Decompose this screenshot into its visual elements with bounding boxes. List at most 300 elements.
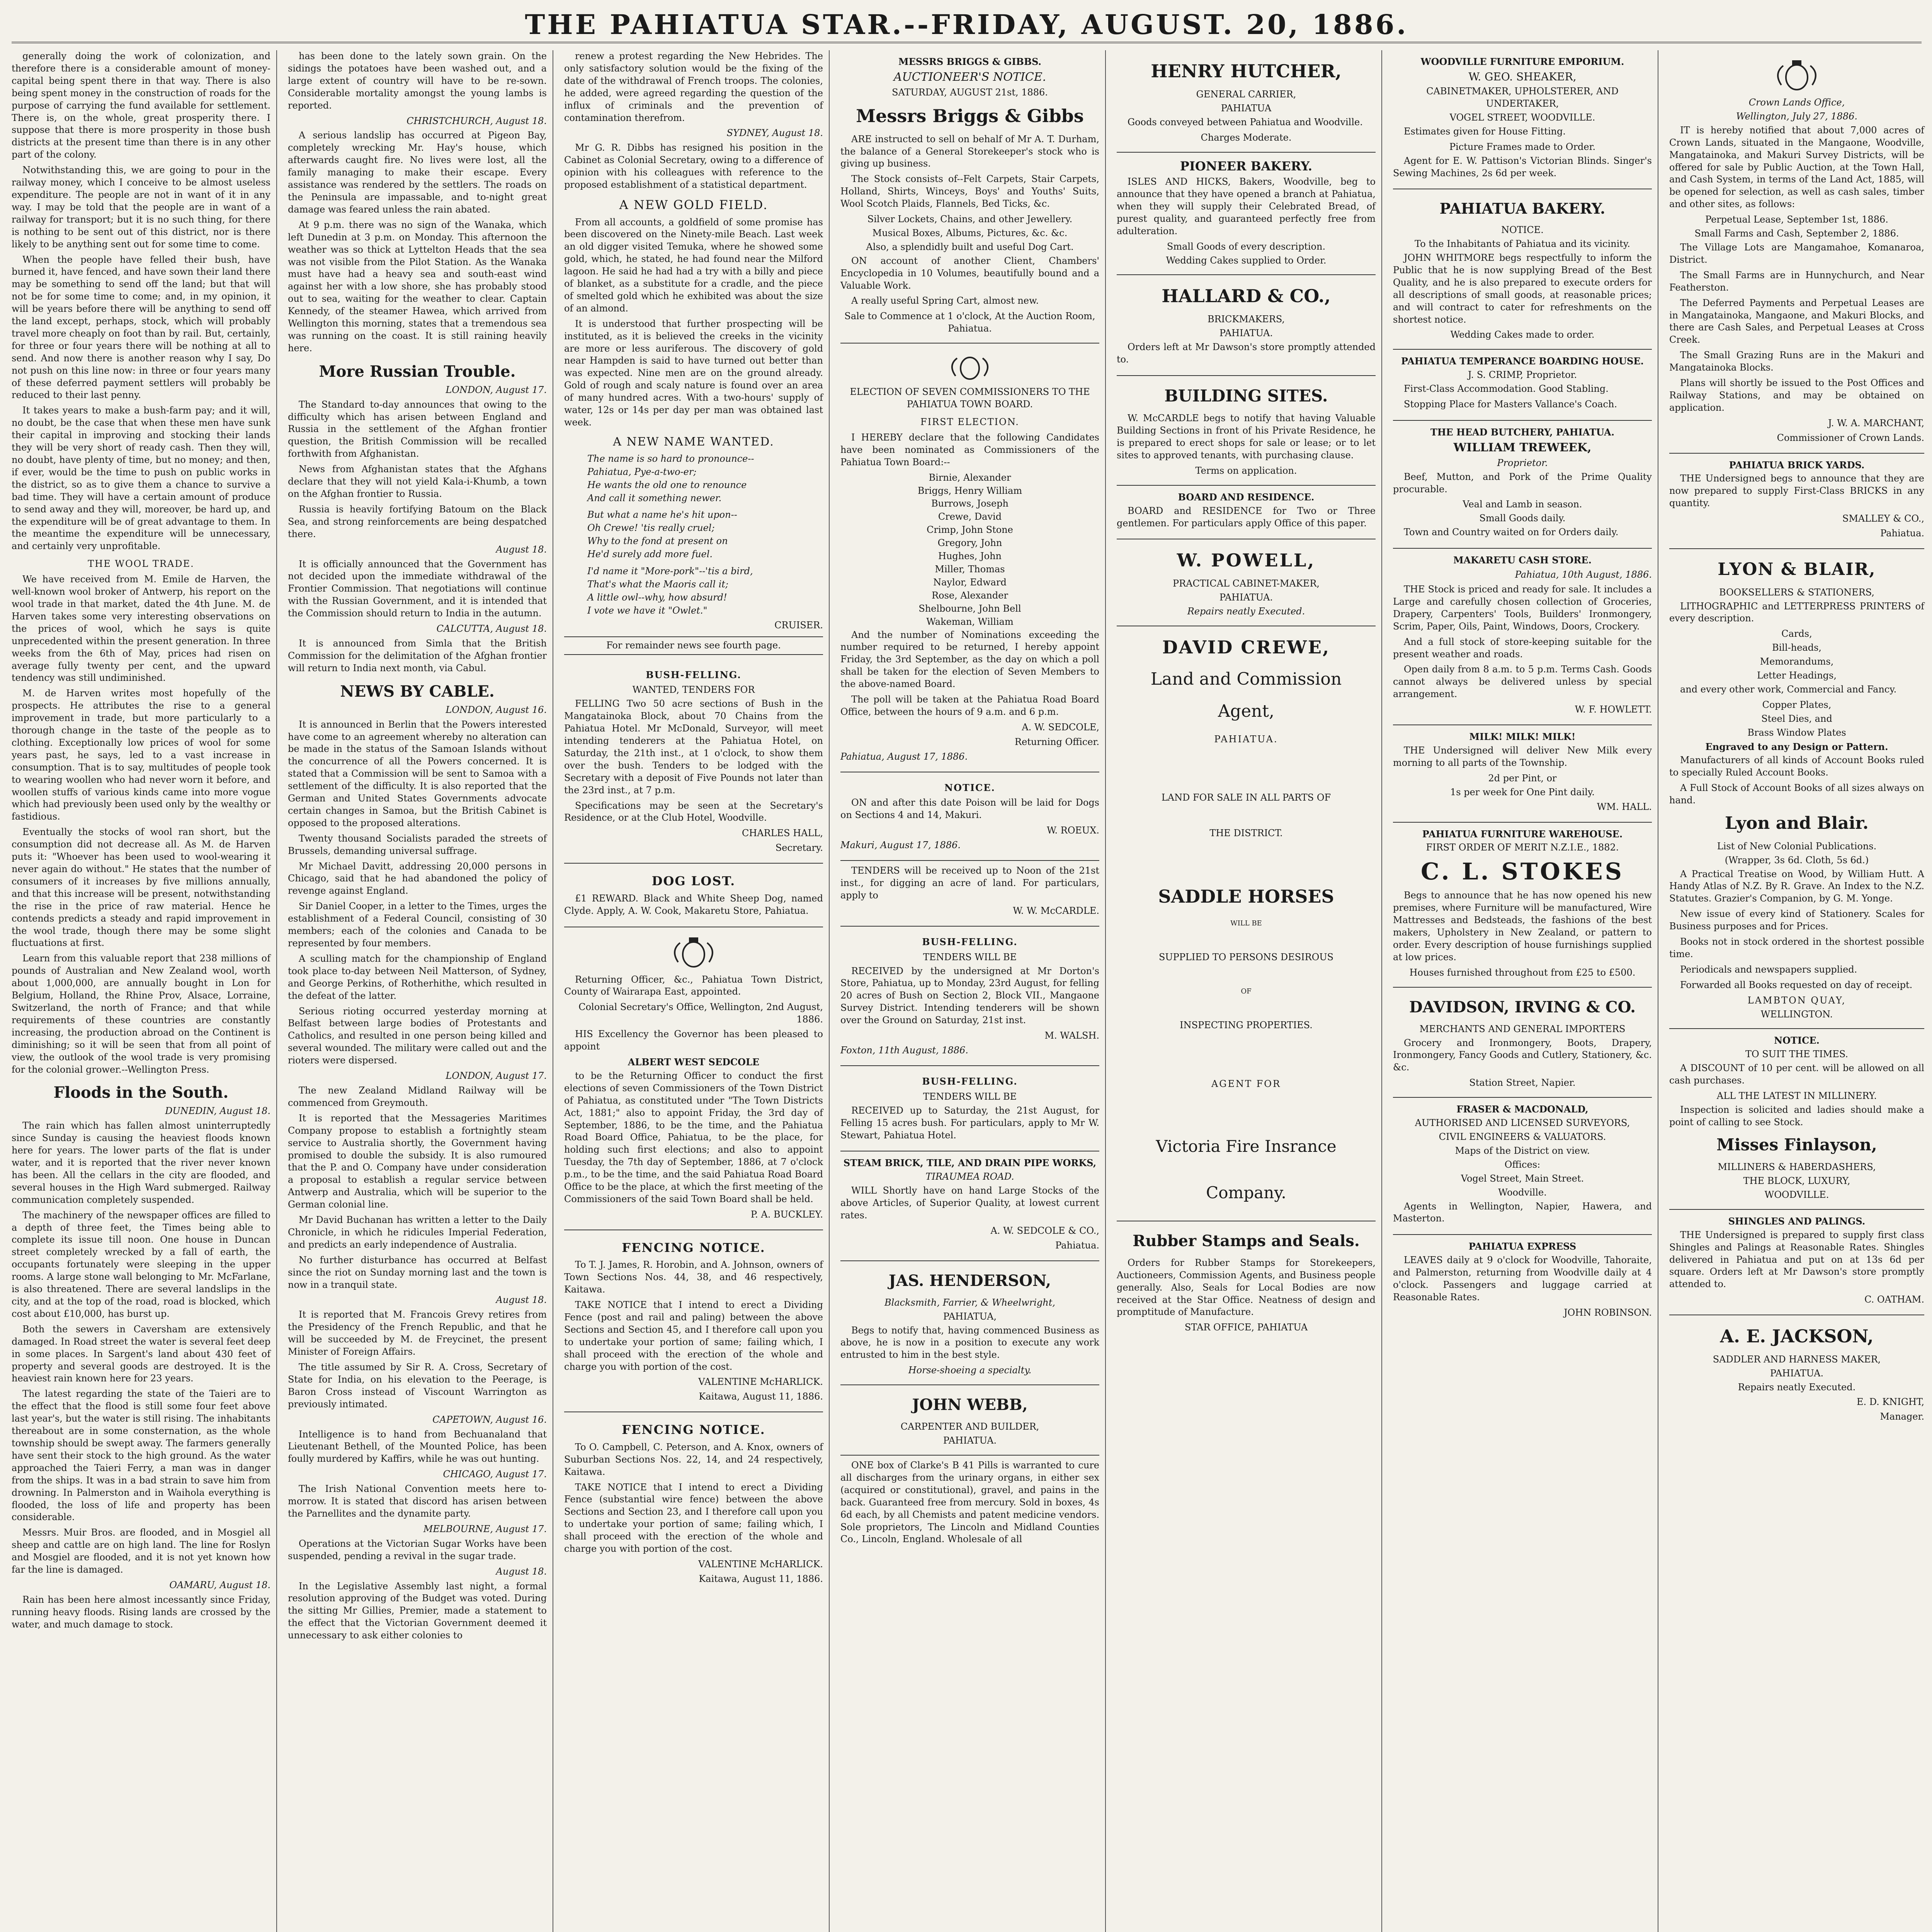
signature: M. WALSH. <box>1044 1030 1099 1041</box>
john-webb-ad <box>840 1385 1099 1456</box>
article-paragraph: Eventually the stocks of wool ran short, but the consumption did not decrease all. As M. de Harven puts it: "Whoever has been used to wool-wearing it never again do without." He states that the number of consumers of it increases by five millions annually, and that this increase will be present, notwithstanding the rise in the price of raw material. Hence he contends predicts a steady and rapid improvement in the wool trade, though there may be some slight fluctuations at first. <box>12 827 270 949</box>
article-paragraph: The Standard to-day announces that owing to the difficulty which has arisen between England and Russia in the settlement of the Afghan frontier question, the British Commission will be recalled forthwith from Afghanistan. <box>288 399 547 459</box>
floods-headline: Floods in the South. <box>53 1083 229 1102</box>
ad-title: A. E. JACKSON, <box>1720 1326 1874 1347</box>
ad-heading: PAHIATUA TEMPERANCE BOARDING HOUSE. <box>1401 355 1644 367</box>
ad-location: PAHIATUA. <box>1214 733 1278 745</box>
news-by-cable-headline: NEWS BY CABLE. <box>340 682 495 701</box>
ad-text: Wedding Cakes supplied to Order. <box>1166 255 1327 266</box>
candidate-name: Burrows, Joseph <box>931 498 1009 509</box>
article-paragraph: We have received from M. Emile de Harven, the well-known wool broker of Antwerp, his report on the wool trade in that market, dated the 4th June. M. de Harven takes some very interesting observations on the prices of wool, which he says is quite unprecedented within the present generation. In three weeks from the 6th of May, prices had risen on average fully twenty per cent, and the upward tendency was still undiminished. <box>12 574 270 684</box>
ad-text: The Small Farms are in Hunnychurch, and Near Featherston. <box>1669 269 1924 293</box>
rubber-stamps-ad <box>1117 1221 1376 1342</box>
ad-heading: MESSRS BRIGGS & GIBBS. <box>898 56 1041 67</box>
signature: WM. HALL. <box>1597 801 1652 812</box>
ad-text: LAND FOR SALE IN ALL PARTS OF <box>1161 792 1331 803</box>
column-rule <box>1105 50 1106 1932</box>
returning-officer-notice <box>564 927 823 1230</box>
dateline: MELBOURNE, August 17. <box>423 1523 547 1534</box>
wool-trade-headline: THE WOOL TRADE. <box>88 558 194 570</box>
signature: CHARLES HALL, <box>742 828 823 839</box>
article-paragraph: It is reported that the Messageries Maritimes Company propose to establish a fortnightly steam service to Australia shortly, the Government having promised to double the subsidy. It is also rumoured that the P. and O. Company have under consideration a proposal to establish a regular service between Antwerp and Australia, which will be superior to the German colonial line. <box>288 1112 547 1210</box>
ad-text: OF <box>1241 987 1252 996</box>
ad-text: A really useful Spring Cart, almost new. <box>851 295 1039 306</box>
ad-title: PAHIATUA BAKERY. <box>1439 200 1605 218</box>
column-2 <box>284 50 551 1932</box>
signature: A. W. SEDCOLE, <box>1022 721 1099 733</box>
article-paragraph: No further disturbance has occurred at Belfast since the riot on Sunday morning last and the town is now in a tranquil state. <box>288 1254 547 1290</box>
article-paragraph: At 9 p.m. there was no sign of the Wanaka, which left Dunedin at 3 p.m. on Monday. This afternoon the weather was so thick at Lyttelton Heads that the sea was not visible from the Pilot Station. As the Wanaka must have had a heavy sea and south-east wind against her with a low shore, she has probably stood out to sea, waiting for the weather to clear. Captain Kennedy, of the steamer Hawea, which arrived from Wellington this morning, states that a tremendous sea was running on the coast. It is still raining heavily here. <box>288 219 547 354</box>
ad-text: ON and after this date Poison will be laid for Dogs on Sections 4 and 14, Makuri. <box>840 797 1099 821</box>
signature: A. W. SEDCOLE & CO., <box>990 1225 1099 1236</box>
ad-heading: Crown Lands Office, <box>1748 97 1845 108</box>
election-notice <box>840 344 1099 772</box>
ad-text: Offices: <box>1504 1159 1541 1170</box>
poison-notice <box>840 772 1099 861</box>
candidate-name: Crimp, John Stone <box>927 524 1013 536</box>
signature: SMALLEY & CO., <box>1842 513 1924 524</box>
ad-text: A Practical Treatise on Wood, by William Hutt. A Handy Atlas of N.Z. By R. Grave. An Index to the N.Z. Statutes. Grazier's Companion, by G. M. Yonge. <box>1669 868 1924 904</box>
ad-text: And a full stock of store-keeping suitable for the present weather and roads. <box>1393 636 1652 660</box>
column-4 <box>837 50 1103 1932</box>
signature: VALENTINE McHARLICK. <box>698 1376 823 1388</box>
poem-line: Pahiatua, Pye-a-two-er; <box>587 466 697 477</box>
column-1 <box>8 50 274 1932</box>
ad-title: Misses Finlayson, <box>1716 1135 1877 1154</box>
dateline: SYDNEY, August 18. <box>726 128 823 139</box>
ad-subheading: WANTED, TENDERS FOR <box>632 684 755 696</box>
ad-subheading: BRICKMAKERS, <box>1207 314 1285 325</box>
dateline: Kaitawa, August 11, 1886. <box>699 1391 823 1402</box>
pipe-works-ad <box>840 1151 1099 1261</box>
ad-text: Charges Moderate. <box>1201 132 1292 143</box>
article-paragraph: Rain has been here almost incessantly since Friday, running heavy floods. Rising lands are crossed by the water, and much damage to stock. <box>12 1594 270 1630</box>
woodville-furniture-ad <box>1393 50 1652 189</box>
candidate-name: Gregory, John <box>937 537 1002 549</box>
article-paragraph: Mr Michael Davitt, addressing 20,000 persons in Chicago, said that he had abandoned the policy of revenge against England. <box>288 861 547 896</box>
dateline: August 18. <box>496 1566 547 1577</box>
signature: JOHN ROBINSON. <box>1564 1307 1652 1318</box>
dateline: Wellington, July 27, 1886. <box>1736 111 1857 122</box>
ad-text: SADDLE HORSES <box>1158 886 1334 907</box>
poem-line: A little owl--why, how absurd! <box>587 592 727 603</box>
ad-text: The Small Grazing Runs are in the Makuri and Mangatainoka Blocks. <box>1669 350 1924 373</box>
ad-location: WELLINGTON. <box>1760 1009 1833 1020</box>
ad-text: (Wrapper, 3s 6d. Cloth, 5s 6d.) <box>1725 854 1869 866</box>
dateline: Pahiatua, 10th August, 1886. <box>1515 569 1652 580</box>
ad-subheading: MERCHANTS AND GENERAL IMPORTERS <box>1419 1023 1626 1034</box>
masthead-rule <box>12 42 1922 43</box>
shingles-palings-ad <box>1669 1210 1924 1315</box>
ad-text: To O. Campbell, C. Peterson, and A. Knox, owners of Suburban Sections Nos. 22, 14, and 24 respectively, Kaitawa. <box>564 1441 823 1477</box>
article-paragraph: Sir Daniel Cooper, in a letter to the Times, urges the establishment of a Federal Council, consisting of 30 members; each of the colonies and Canada to be represented by four members. <box>288 901 547 949</box>
ad-text: Horse-shoeing a specialty. <box>908 1365 1032 1376</box>
ad-subheading: BOOKSELLERS & STATIONERS, <box>1719 587 1874 598</box>
ad-text: Cards, <box>1781 628 1812 639</box>
ad-text: ARE instructed to sell on behalf of Mr A. T. Durham, the balance of a General Storekeeper's stock who is giving up business. <box>840 133 1099 169</box>
poem-line: But what a name he's hit upon-- <box>587 509 737 520</box>
column-7 <box>1665 50 1928 1932</box>
ad-text: Veal and Lamb in season. <box>1463 499 1582 510</box>
remainder-news-note: For remainder news see fourth page. <box>564 636 823 655</box>
dateline: Foxton, 11th August, 1886. <box>840 1044 968 1056</box>
candidate-name: Briggs, Henry William <box>917 485 1022 496</box>
dateline: CALCUTTA, August 18. <box>436 623 547 634</box>
dateline: August 18. <box>496 544 547 555</box>
ad-text: To the Inhabitants of Pahiatua and its vicinity. <box>1415 238 1630 250</box>
ad-text: CABINETMAKER, UPHOLSTERER, AND UNDERTAKER, <box>1426 86 1619 109</box>
ad-text: 1s per week for One Pint daily. <box>1450 786 1595 798</box>
ad-text: THE BLOCK, LUXURY, <box>1743 1175 1850 1187</box>
building-sites-ad <box>1117 376 1376 486</box>
hallard-ad <box>1117 275 1376 376</box>
article-paragraph: Russia is heavily fortifying Batoum on the Black Sea, and strong reinforcements are being despatched there. <box>288 503 547 539</box>
ad-text: The poll will be taken at the Pahiatua Road Board Office, between the hours of 9 a.m. and 6 p.m. <box>840 694 1099 717</box>
ad-text: And the number of Nominations exceeding the number required to be returned, I hereby appoint Friday, the 3rd September, as the day on which a poll shall be taken for the election of Seven Members to the above-named Board. <box>840 629 1099 690</box>
ad-text: CIVIL ENGINEERS & VALUATORS. <box>1439 1131 1606 1142</box>
ad-text: LEAVES daily at 9 o'clock for Woodville, Tahoraite, and Palmerston, returning from Woodville daily at 4 o'clock. Passengers and luggage carried at Reasonable Rates. <box>1393 1255 1652 1303</box>
article-paragraph: generally doing the work of colonization, and therefore there is a considerable amount of money-capital being spent there in that way. There is also being spent money in the construction of roads for the purpose of carrying the fund available for settlement. There is, on the whole, great prosperity there. I suppose that there is more prosperity in those bush districts at the present time than there is in any other part of the colony. <box>12 51 270 160</box>
ad-text: FELLING Two 50 acre sections of Bush in the Mangatainoka Block, about 70 Chains from the Pahiatua Hotel. Mr McDonald, Surveyor, will meet intending tenderers at the Pahiatua Hotel, on Saturday, the 21th inst., at 1 o'clock, to show them over the bush. Tenders to be lodged with the Secretary with a deposit of Five Pounds not later than the 23rd inst., at 7 p.m. <box>564 698 823 796</box>
ad-subheading: FIRST ORDER OF MERIT N.Z.I.E., 1882. <box>1426 842 1619 853</box>
signature: W. W. McCARDLE. <box>1013 905 1099 916</box>
board-residence-ad <box>1117 486 1376 540</box>
ad-text: A DISCOUNT of 10 per cent. will be allowed on all cash purchases. <box>1669 1063 1924 1086</box>
bush-felling-walsh-ad <box>840 927 1099 1066</box>
ad-text: AGENT FOR <box>1211 1078 1281 1090</box>
ad-text: Orders left at Mr Dawson's store promptly attended to. <box>1117 342 1376 365</box>
dateline: DUNEDIN, August 18. <box>165 1105 270 1117</box>
pioneer-bakery-ad <box>1117 153 1376 276</box>
article-paragraph: It takes years to make a bush-farm pay; and it will, no doubt, be the case that when these men have sunk their capital in improving and stocking their lands they will be very short of ready cash. Then they will, no doubt, have plenty of time, but no money; and then, if ever, would be the time to push on public works in the district, so as to give them a chance to survive a bad time. They will have a certain amount of produce to send away and they will, moreover, be hard up, and the expenditure will be of great advantage to them. In the meantime the expenditure will be unnecessary, and certainly very unprofitable. <box>12 405 270 552</box>
dateline: CHICAGO, August 17. <box>443 1469 547 1480</box>
candidate-name: Crewe, David <box>938 511 1002 522</box>
ad-title: JAS. HENDERSON, <box>888 1271 1051 1290</box>
ad-text: Proprietor. <box>1497 457 1548 468</box>
ad-heading: BUSH-FELLING. <box>922 1075 1018 1087</box>
henderson-ad <box>840 1261 1099 1385</box>
ad-text: Orders for Rubber Stamps for Storekeepers, Auctioneers, Commission Agents, and Business people generally. Also, Seals for Local Bodies are now received at the Star Office. Neatness of design and promptitude of Manufacture. <box>1117 1257 1376 1318</box>
ad-text: TAKE NOTICE that I intend to erect a Dividing Fence (substantial wire fence) between the above Sections and Section 23, and I therefore call upon you to undertake your portion of same; failing which, I shall proceed with the erection of the whole and charge you with portion of the cost. <box>564 1481 823 1554</box>
ad-text: 2d per Pint, or <box>1488 772 1557 784</box>
candidate-name: Shelbourne, John Bell <box>918 603 1021 614</box>
ad-title: HALLARD & CO., <box>1162 286 1331 307</box>
article-paragraph: The new Zealand Midland Railway will be commenced from Greymouth. <box>288 1085 547 1108</box>
david-crewe-ad <box>1117 626 1376 1221</box>
ad-text: Repairs neatly Executed. <box>1738 1381 1856 1393</box>
brick-yards-ad <box>1669 454 1924 549</box>
signature: VALENTINE McHARLICK. <box>698 1558 823 1570</box>
ad-heading: FENCING NOTICE. <box>622 1240 765 1255</box>
ad-subheading: MILLINERS & HABERDASHERS, <box>1718 1162 1876 1173</box>
ad-text: Inspection is solicited and ladies should make a point of calling to see Stock. <box>1669 1104 1924 1128</box>
ad-text: Brass Window Plates <box>1747 727 1846 738</box>
ad-text: £1 REWARD. Black and White Sheep Dog, named Clyde. Apply, A. W. Cook, Makaretu Store, Pahiatua. <box>564 893 823 916</box>
column-5 <box>1113 50 1379 1932</box>
crown-lands-notice <box>1669 50 1924 454</box>
temperance-house-ad <box>1393 350 1652 421</box>
ad-subheading: W. GEO. SHEAKER, <box>1468 70 1577 83</box>
ad-heading: ELECTION OF SEVEN COMMISSIONERS TO THE PAHIATUA TOWN BOARD. <box>850 386 1090 410</box>
ad-location: PAHIATUA. <box>943 1435 997 1446</box>
ad-heading: PAHIATUA EXPRESS <box>1468 1241 1577 1252</box>
ad-heading: SHINGLES AND PALINGS. <box>1728 1215 1866 1227</box>
ad-text: Goods conveyed between Pahiatua and Woodville. <box>1128 116 1363 128</box>
ad-text: Open daily from 8 a.m. to 5 p.m. Terms Cash. Goods cannot always be delivered unless by special arrangement. <box>1393 664 1652 700</box>
poem-line: I'd name it "More-pork"--'tis a bird, <box>587 566 753 577</box>
ad-text: Agent, <box>1218 701 1274 721</box>
ad-text: WILL Shortly have on hand Large Stocks of the above Articles, of Superior Quality, at lowest current rates. <box>840 1185 1099 1221</box>
pahiatua-express-ad <box>1393 1235 1652 1327</box>
ad-text: Returning Officer, &c., Pahiatua Town District, County of Wairarapa East, appointed. <box>564 974 823 997</box>
article-paragraph: From all accounts, a goldfield of some promise has been discovered on the Ninety-mile Beach. Last week an old digger visited Temuka, where he showed some gold, which, he stated, he had found near the Milford lagoon. He said he had had a try with a billy and piece of blanket, as a substitute for a cradle, and the piece of smelted gold which he exhibited was about the size of an almond. <box>564 216 823 314</box>
ad-title: C. L. STOKES <box>1421 858 1624 886</box>
article-paragraph: Serious rioting occurred yesterday morning at Belfast between large bodies of Protestants and Catholics, and resulted in one person being killed and several wounded. The military were called out and the rioters were dispersed. <box>288 1005 547 1066</box>
candidate-name: Hughes, John <box>938 551 1002 562</box>
ad-title: Messrs Briggs & Gibbs <box>856 105 1084 126</box>
clarkes-pills-ad <box>840 1456 1099 1555</box>
ad-heading: PAHIATUA FURNITURE WAREHOUSE. <box>1422 828 1623 840</box>
ad-text: Picture Frames made to Order. <box>1449 141 1596 152</box>
ad-text: Specifications may be seen at the Secretary's Residence, or at the Club Hotel, Woodville. <box>564 800 823 823</box>
ad-text: Beef, Mutton, and Pork of the Prime Quality procurable. <box>1393 471 1652 495</box>
ad-text: Vogel Street, Main Street. <box>1461 1173 1584 1184</box>
ad-text: Terms on application. <box>1195 465 1297 476</box>
ad-location: PAHIATUA. <box>1219 328 1273 339</box>
signature: STAR OFFICE, PAHIATUA <box>1184 1322 1308 1333</box>
ad-text: Agent for E. W. Pattison's Victorian Blinds. Singer's Sewing Machines, 2s 6d per week. <box>1393 155 1652 179</box>
ad-text: IT is hereby notified that about 7,000 acres of Crown Lands, situated in the Mangaone, Woodville, Mangatainoka, and Makuri Survey Districts, will be offered for sale by Public Auction, at the Town Hall, and Cash System, in terms of the Land Act, 1885, will be opened for selection, as well as cash sales, timber and other sites, as follows: <box>1669 124 1924 210</box>
ad-text: Town and Country waited on for Orders daily. <box>1404 527 1619 538</box>
ad-text: Bill-heads, <box>1772 642 1822 653</box>
candidate-name: Wakeman, William <box>926 616 1014 627</box>
ad-subheading: J. S. CRIMP, Proprietor. <box>1468 369 1577 381</box>
ad-text: to be the Returning Officer to conduct the first elections of seven Commissioners of the Town District of Pahiatua, as constituted under "The Town Districts Act, 1881;" also to appoint Friday, the 3rd day of September, 1886, to be the time, and the Pahiatua Road Board Office, Pahiatua, to be the place, for holding such first elections; and also to appoint Tuesday, the 7th day of September, 1886, at 7 o'clock p.m., to be the time, and the said Pahiatua Road Board Office to be the place, at which the first meeting of the Commissioners of the said Town Board shall be held. <box>564 1070 823 1204</box>
poem-line: The name is so hard to pronounce-- <box>587 453 754 464</box>
ad-heading: FENCING NOTICE. <box>622 1422 765 1437</box>
article-paragraph: News from Afghanistan states that the Afghans declare that they will not yield Kala-i-Khumb, a town on the Afghan frontier to Russia. <box>288 464 547 499</box>
bush-felling-stewart-ad <box>840 1066 1099 1152</box>
article-paragraph: It is reported that M. Francois Grevy retires from the Presidency of the French Republic, and that he will be succeeded by M. de Freycinet, the present Minister of Foreign Affairs. <box>288 1309 547 1357</box>
hutcher-ad <box>1117 50 1376 153</box>
article-paragraph: The Irish National Convention meets here to-morrow. It is stated that discord has arisen between the Parnellites and the dynamite party. <box>288 1483 547 1519</box>
article-paragraph: Notwithstanding this, we are going to pour in the railway money, which I conceive to be almost useless expenditure. The people are not in want of it in any way. I may be told that the people are in want of a railway for transport; but it is no such thing, for there is nothing to be sent out of this district, nor is there likely to be anything sent out for some time to come. <box>12 165 270 250</box>
column-rule <box>1381 50 1382 1932</box>
royal-crest-icon <box>941 351 999 382</box>
ad-text: RECEIVED by the undersigned at Mr Dorton's Store, Pahiatua, up to Monday, 23rd August, for felling 20 acres of Bush on Section 2, Block VII., Mangaone Survey District. Intending tenderers will be shown over the Ground on Saturday, 21st inst. <box>840 965 1099 1026</box>
ad-text: Victoria Fire Insrance <box>1156 1137 1337 1156</box>
signature: Returning Officer. <box>1015 736 1099 747</box>
article-paragraph: Operations at the Victorian Sugar Works have been suspended, pending a revival in the sugar trade. <box>288 1538 547 1561</box>
column-rule <box>276 50 277 1932</box>
ad-text: Grocery and Ironmongery, Boots, Drapery, Ironmongery, Fancy Goods and Cutlery, Stationery, &c. &c. <box>1393 1037 1652 1073</box>
article-paragraph: It is announced from Simla that the British Commission for the delimitation of the Afghan frontier will return to India next month, via Cabul. <box>288 638 547 673</box>
ad-subheading: CARPENTER AND BUILDER, <box>900 1421 1039 1432</box>
ad-text: List of New Colonial Publications. <box>1717 840 1877 852</box>
ad-text: Perpetual Lease, September 1st, 1886. <box>1705 214 1888 225</box>
poem-line: Why to the fond at present on <box>587 536 728 547</box>
ad-text: To T. J. James, R. Horobin, and A. Johnson, owners of Town Sections Nos. 44, 38, and 46 respectively, Kaitawa. <box>564 1259 823 1295</box>
column-rule <box>829 50 830 1932</box>
ad-text: Manufacturers of all kinds of Account Books ruled to specially Ruled Account Books. <box>1669 755 1924 778</box>
signature: E. D. KNIGHT, <box>1856 1396 1924 1407</box>
ad-text: Memorandums, <box>1760 656 1834 667</box>
ad-heading: FRASER & MACDONALD, <box>1456 1104 1588 1115</box>
royal-crest-icon <box>1766 58 1828 93</box>
appointee-name: ALBERT WEST SEDCOLE <box>628 1056 760 1068</box>
pahiatua-bakery-ad <box>1393 189 1652 350</box>
ad-text: Begs to announce that he has now opened his new premises, where Furniture will be manufactured, Wire Mattresses and Bedsteads, the fashions of the best makers, Upholstery in New Zealand, or pattern to order. Every description of house furnishings supplied at low prices. <box>1393 890 1652 963</box>
signature: Commissioner of Crown Lands. <box>1777 432 1924 443</box>
ad-text: THE Undersigned begs to announce that they are now prepared to supply First-Class BRICKS in any quantity. <box>1669 473 1924 509</box>
masthead <box>0 0 1932 43</box>
new-name-headline: A NEW NAME WANTED. <box>613 435 774 449</box>
ad-location: VOGEL STREET, WOODVILLE. <box>1449 112 1595 123</box>
briggs-gibbs-ad <box>840 50 1099 344</box>
ad-text: Repairs neatly Executed. <box>1187 606 1305 617</box>
ad-subheading: AUCTIONEER'S NOTICE. <box>893 70 1046 84</box>
dateline: CHRISTCHURCH, August 18. <box>406 115 547 126</box>
dateline: OAMARU, August 18. <box>169 1579 270 1590</box>
ad-text: W. McCARDLE begs to notify that having Valuable Building Sections in front of his Private Residence, he is prepared to erect shops for sale or lease; or to let sites to approved tenants, with purchasing clause. <box>1117 413 1376 461</box>
ad-text: Agents in Wellington, Napier, Hawera, and Masterton. <box>1393 1201 1652 1224</box>
column-6 <box>1389 50 1656 1932</box>
ad-text: JOHN WHITMORE begs respectfully to inform the Public that he is now supplying Bread of the Best Quality, and he is also prepared to execute orders for all descriptions of small goods, at reasonable prices; and will contract to cater for refreshments on the shortest notice. <box>1393 252 1652 325</box>
article-paragraph: In the Legislative Assembly last night, a formal resolution approving of the Budget was voted. During the sitting Mr Gillies, Premier, made a statement to the effect that the Victorian Government deemed it unnecessary to ask either colonies to <box>288 1580 547 1641</box>
signature: CRUISER. <box>774 619 823 631</box>
ad-text: INSPECTING PROPERTIES. <box>1180 1020 1313 1031</box>
ad-subheading: PRACTICAL CABINET-MAKER, <box>1172 578 1320 589</box>
ad-text: THE Stock is priced and ready for sale. It includes a Large and carefully chosen collection of Groceries, Drapery, Carpenters' Tools, Builders' Ironmongery, Scrim, Paper, Oils, Paint, Windows, Doors, Crockery. <box>1393 584 1652 632</box>
poem-line: And call it something newer. <box>587 492 722 503</box>
head-butchery-ad <box>1393 421 1652 549</box>
ad-text: TAKE NOTICE that I intend to erect a Dividing Fence (post and rail and paling) between the above Sections and Section 45, and I therefore call upon you to undertake your portion of same; failing which, I shall proceed with the erection of the whole and charge you with portion of the cost. <box>564 1299 823 1372</box>
ad-heading: BOARD AND RESIDENCE. <box>1178 491 1315 503</box>
ad-heading: DOG LOST. <box>651 874 736 889</box>
ad-text: ONE box of Clarke's B 41 Pills is warranted to cure all discharges from the urinary organs, in either sex (acquired or constitutional), gravel, and pains in the back. Guaranteed free from mercury. Sold in boxes, 4s 6d each, by all Chemists and patent medicine vendors. Sole proprietors, The Lincoln and Midland Counties Co., Lincoln, England. Wholesale of all <box>840 1460 1099 1545</box>
ad-text: Land and Commission <box>1150 669 1342 689</box>
ad-subheading: GENERAL CARRIER, <box>1196 88 1296 100</box>
ad-subheading: FIRST ELECTION. <box>920 417 1019 427</box>
ad-title: LYON & BLAIR, <box>1718 560 1876 579</box>
dateline: LONDON, August 16. <box>446 704 547 715</box>
article-paragraph: When the people have felled their bush, have burned it, have fenced, and have sown their land there may be something to send off the land; but that will not be for some time to come; and, in my opinion, it will be years before there will be anything to send off the land except, perhaps, stock, which will probably travel more cheaply on foot than by rail. But, certainly, for three or four years there will be nothing at all to send. And now there is another reason why I say, Do not push on this line now: in three or four years many of these deferred payment settlers will probably be reduced to their last penny. <box>12 254 270 401</box>
signature: Manager. <box>1880 1411 1924 1422</box>
ad-heading: WOODVILLE FURNITURE EMPORIUM. <box>1420 56 1624 67</box>
ad-heading: BUSH-FELLING. <box>646 669 742 680</box>
ad-subheading: NOTICE. <box>1501 224 1544 236</box>
ad-title: Rubber Stamps and Seals. <box>1133 1231 1360 1250</box>
ad-text: The Deferred Payments and Perpetual Leases are in Mangatainoka, Mangaone, and Makuri Blocks, and there are Cash Sales, and Perpetual Leases at Cross Creek. <box>1669 297 1924 345</box>
ad-text: The Stock consists of--Felt Carpets, Stair Carpets, Holland, Shirts, Winceys, Boys' and Youths' Suits, Wool Scotch Plaids, Flannels, Bed Ticks, &c. <box>840 173 1099 209</box>
ad-heading: STEAM BRICK, TILE, AND DRAIN PIPE WORKS, <box>843 1157 1097 1169</box>
ad-location: Station Street, Napier. <box>1469 1077 1576 1088</box>
ad-subheading: TIRAUMEA ROAD. <box>925 1171 1014 1182</box>
ad-text: Periodicals and newspapers supplied. <box>1680 964 1857 975</box>
dateline: LONDON, August 17. <box>446 1070 547 1082</box>
ad-text: Estimates given for House Fitting. <box>1404 126 1566 137</box>
ad-location: PAHIATUA. <box>1219 592 1273 603</box>
ad-text: THE DISTRICT. <box>1209 828 1283 839</box>
ad-text: LITHOGRAPHIC and LETTERPRESS PRINTERS of every description. <box>1669 600 1924 624</box>
ad-text: THE Undersigned will deliver New Milk every morning to all parts of the Township. <box>1393 745 1652 768</box>
ad-subheading: Blacksmith, Farrier, & Wheelwright, <box>884 1297 1055 1308</box>
article-paragraph: Both the sewers in Caversham are extensively damaged. In Road street the water is several feet deep in some places. In Sargent's land about 430 feet of property and several goods are destroyed. It is the heaviest rain known here for 23 years. <box>12 1323 270 1384</box>
ad-text: THE Undersigned is prepared to supply first class Shingles and Palings at Reasonable Rates. Shingles delivered in Pahiatua and put on at 13s 6d per square. Orders left at Mr Dawson's store promptly attended to. <box>1669 1229 1924 1290</box>
dateline: August 18. <box>496 1294 547 1306</box>
ad-text: Small Farms and Cash, September 2, 1886. <box>1694 228 1899 239</box>
signature: W. F. HOWLETT. <box>1575 704 1652 715</box>
gold-field-headline: A NEW GOLD FIELD. <box>619 197 768 212</box>
ad-title: BUILDING SITES. <box>1164 386 1328 405</box>
candidate-name: Birnie, Alexander <box>929 472 1011 483</box>
poem-line: Oh Crewe! 'tis really cruel; <box>587 522 715 534</box>
royal-crest-icon <box>663 935 724 970</box>
article-paragraph: Learn from this valuable report that 238 millions of pounds of Australian and New Zealand wool, worth about 1,000,000, are annually bought in Lon for Belgium, Holland, the Rhine Prov, Alsace, Lorraine, Switzerland, the north of France; and that while requirements of these countries are constantly increasing, the production abroad on the Continent is diminishing; so it will be seen that from all point of view, the outlook of the wool trade is very promising for the colonial grower.--Wellington Press. <box>12 953 270 1075</box>
dateline: CAPETOWN, August 16. <box>432 1414 547 1425</box>
article-paragraph: Messrs. Muir Bros. are flooded, and in Mosgiel all sheep and cattle are on high land. The line for Roslyn and Mosgiel are flooded, and it is not yet known how far the line is damaged. <box>12 1527 270 1575</box>
furniture-warehouse-ad <box>1393 823 1652 988</box>
signature: Pahiatua. <box>1880 528 1924 539</box>
ad-text: Silver Lockets, Chains, and other Jewellery. <box>867 214 1073 225</box>
signature: Pahiatua. <box>1055 1240 1099 1251</box>
powell-ad <box>1117 539 1376 626</box>
article-paragraph: Mr David Buchanan has written a letter to the Daily Chronicle, in which he ridicules Imperial Federation, and predicts an early independence of Australia. <box>288 1214 547 1250</box>
ad-text: BOARD and RESIDENCE for Two or Three gentlemen. For particulars apply Office of this paper. <box>1117 505 1376 529</box>
ad-text: ON account of another Client, Chambers' Encyclopedia in 10 Volumes, beautifully bound and a Valuable Work. <box>840 255 1099 291</box>
ad-text: Company. <box>1206 1183 1286 1202</box>
ad-text: Copper Plates, <box>1762 699 1832 710</box>
poem-line: He wants the old one to renounce <box>587 479 747 490</box>
ad-text: Houses furnished throughout from £25 to £500. <box>1409 967 1636 978</box>
ad-location: PAHIATUA. <box>1770 1367 1824 1379</box>
ad-text: TENDERS will be received up to Noon of the 21st inst., for digging an acre of land. For particulars, apply to <box>840 865 1099 901</box>
ad-text: New issue of every kind of Stationery. Scales for Business purposes and for Prices. <box>1669 908 1924 932</box>
dateline: SATURDAY, AUGUST 21st, 1886. <box>892 87 1048 98</box>
article-paragraph: has been done to the lately sown grain. On the sidings the potatoes have been washed out, and a large extent of country will have to be re-sown. Considerable mortality amongst the young lambs is reported. <box>288 51 547 111</box>
ad-subheading: TENDERS WILL BE <box>923 951 1017 963</box>
tender-notice <box>840 861 1099 927</box>
article-paragraph: The title assumed by Sir R. A. Cross, Secretary of State for India, on his elevation to the Peerage, is Baron Cross instead of Viscount Warrington as previously intimated. <box>288 1362 547 1410</box>
ad-text: Engraved to any Design or Pattern. <box>1705 741 1888 752</box>
ad-text: Small Goods daily. <box>1479 513 1566 524</box>
candidate-name: Miller, Thomas <box>935 563 1005 575</box>
article-paragraph: renew a protest regarding the New Hebrides. The only satisfactory solution would be the fixing of the date of the withdrawal of French troops. The colonies, he added, were agreed regarding the question of the influx of criminals and the prevention of contamination therefrom. <box>564 51 823 123</box>
ad-text: Plans will shortly be issued to the Post Offices and Railway Stations, and may be obtained on application. <box>1669 378 1924 413</box>
article-paragraph: The latest regarding the state of the Taieri are to the effect that the flood is still some four feet above last year's, but the water is still rising. The inhabitants thereabout are in some consternation, as the whole township should be swept away. The farmers generally have sent their stock to the high ground. As the water approached the Taieri Ferry, a man was in danger from the ships. It was in a bad strain to save him from drowning. In Palmerston and in Waihola everything is flooded, the loss of life and property has been considerable. <box>12 1388 270 1523</box>
dog-lost-ad <box>564 864 823 927</box>
ad-text: Woodville. <box>1498 1187 1547 1198</box>
poem-line: That's what the Maoris call it; <box>587 578 729 590</box>
ad-text: Small Goods of every description. <box>1167 241 1326 252</box>
ad-location: PAHIATUA <box>1221 102 1272 114</box>
article-paragraph: The rain which has fallen almost uninterruptedly since Sunday is causing the heaviest floods known here for years. The lower parts of the flat is under water, and it is reported that the river never known has been. All the cellars in the city are flooded, and several houses in the High Ward submerged. Railway communication completely suspended. <box>12 1120 270 1205</box>
ad-text: HIS Excellency the Governor has been pleased to appoint <box>564 1029 823 1052</box>
ad-heading: MAKARETU CASH STORE. <box>1453 554 1592 566</box>
ad-text: Musical Boxes, Albums, Pictures, &c. &c. <box>872 227 1068 238</box>
fencing-notice-1 <box>564 1230 823 1413</box>
ad-text: RECEIVED up to Saturday, the 21st August, for Felling 15 acres bush. For particulars, apply to Mr W. Stewart, Pahiatua Hotel. <box>840 1105 1099 1141</box>
dateline: Makuri, August 17, 1886. <box>840 840 961 851</box>
ad-subheading: SADDLER AND HARNESS MAKER, <box>1713 1354 1881 1365</box>
signature: W. ROEUX. <box>1047 825 1099 836</box>
ad-text: and every other work, Commercial and Fancy. <box>1680 684 1897 695</box>
candidate-name: Naylor, Edward <box>933 577 1007 588</box>
ad-text: Books not in stock ordered in the shortest possible time. <box>1669 936 1924 959</box>
ad-text: I HEREBY declare that the following Candidates have been nominated as Commissioners of the Pahiatua Town Board:-- <box>840 432 1099 468</box>
ad-subheading: TO SUIT THE TIMES. <box>1745 1049 1848 1060</box>
ad-text: Stopping Place for Masters Vallance's Coach. <box>1404 399 1617 410</box>
